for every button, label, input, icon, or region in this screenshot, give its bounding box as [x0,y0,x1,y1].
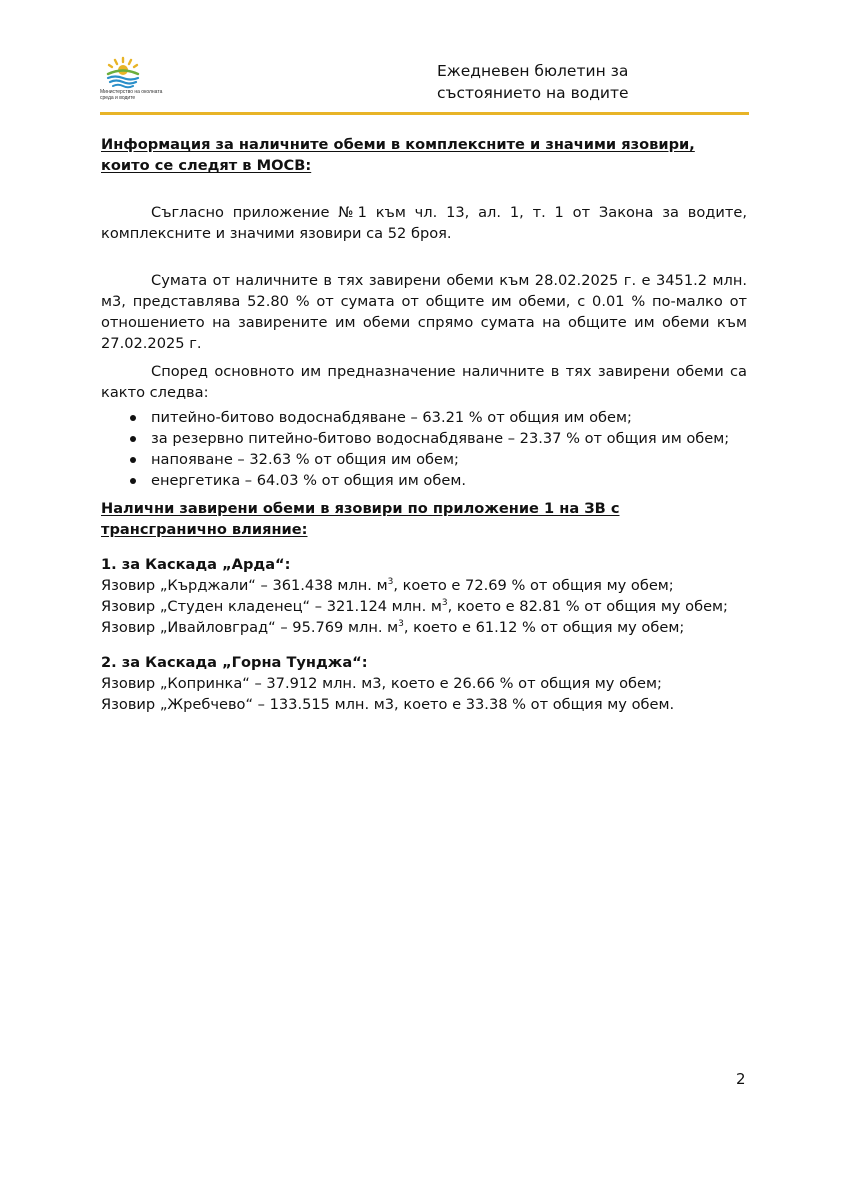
reservoir-line-text: , което е 61.12 % от общия му обем; [403,619,685,636]
bullet-icon [130,457,136,463]
reservoir-line [101,575,747,596]
reservoir-line-text: , което е 72.69 % от общия му обем; [393,577,674,594]
reservoir-line: Язовир „Жребчево“ – 133.515 млн. м3, което е 33.38 % от общия му обем. [101,696,675,713]
unit-superscript: 3 [441,598,448,609]
reservoir-line: Язовир „Копринка“ – 37.912 млн. м3, което е 26.66 % от общия му обем; [101,675,662,692]
reservoir-line-text: , което е 82.81 % от общия му обем; [447,598,728,615]
bullet-icon [130,478,136,484]
reservoir-line [101,596,747,617]
paragraph-reservoir-count: Съгласно приложение №1 към чл. 13, ал. 1, т. 1 от Закона за водите, комплексните и значими язовири са 52 броя. [101,204,747,242]
cascade-tundzha-title: 2. за Каскада „Горна Тунджа“: [101,654,368,671]
bulletin-title [437,60,697,104]
list-item [151,407,747,428]
paragraph-purpose-intro: Според основното им предназначение наличните в тях завирени обеми са както следва: [101,363,747,401]
list-item [151,470,747,491]
list-item-text: питейно-битово водоснабдяване – 63.21 % от общия им обем; [151,409,632,426]
bulletin-title-line1: Ежедневен бюлетин за [437,62,629,80]
reservoir-line-text: Язовир „Студен кладенец“ – 321.124 млн. м [101,598,442,615]
section-heading-transboundary: Налични завирени обеми в язовири по приложение 1 на ЗВ с трансгранично влияние: [101,500,620,538]
reservoir-line-text: Язовир „Кърджали“ – 361.438 млн. м [101,577,388,594]
bullet-icon [130,436,136,442]
paragraph-total-volume: Сумата от наличните в тях завирени обеми към 28.02.2025 г. е 3451.2 млн. м3, представлява 52.80 % от сумата от общите им обеми, с 0.01 % по-малко от отношението на завирените им обеми спрямо сумата на общите им обеми към 27.02.2025 г. [101,272,747,352]
list-item-text: за резервно питейно-битово водоснабдяване – 23.37 % от общия им обем; [151,430,730,447]
purpose-list [101,407,747,491]
logo-emblem-icon [100,55,146,89]
reservoir-line-text: Язовир „Ивайловград“ – 95.769 млн. м [101,619,399,636]
list-item-text: напояване – 32.63 % от общия им обем; [151,451,459,468]
logo-caption: Министерство на околната среда и водите [100,89,163,101]
page-number: 2 [736,1070,746,1088]
unit-superscript: 3 [398,619,404,630]
bulletin-body [101,134,747,715]
bullet-icon [130,415,136,421]
list-item [151,428,747,449]
bulletin-title-line2: състоянието на водите [437,84,629,102]
section-heading-volumes: Информация за наличните обеми в комплексните и значими язовири, които се следят в МОСВ: [101,136,695,174]
unit-superscript: 3 [387,577,394,588]
reservoir-line [101,617,747,638]
cascade-arda-title: 1. за Каскада „Арда“: [101,556,291,573]
header-divider [100,112,749,115]
list-item-text: енергетика – 64.03 % от общия им обем. [151,472,466,489]
list-item [151,449,747,470]
